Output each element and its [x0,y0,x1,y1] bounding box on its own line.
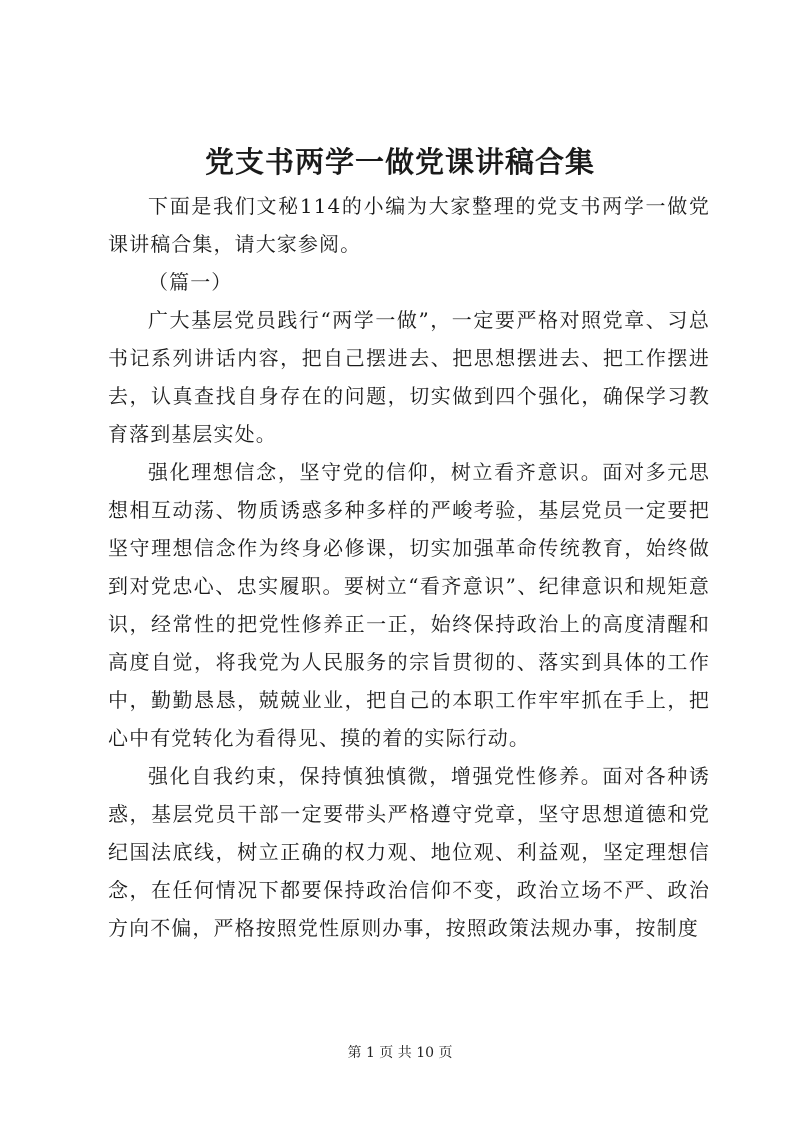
body-paragraph: 强化自我约束，保持慎独慎微，增强党性修养。面对各种诱惑，基层党员干部一定要带头严格遵守党章，坚守思想道德和党纪国法底线，树立正确的权力观、地位观、利益观，坚定理想信念，在任何情况下都要保持政治信仰不变，政治立场不严、政治方向不偏，严格按照党性原则办事，按照政策法规办事，按制度 [108,764,710,940]
body-paragraph: 强化理想信念，坚守党的信仰，树立看齐意识。面对多元思想相互动荡、物质诱惑多种多样的严峻考验，基层党员一定要把坚守理想信念作为终身必修课，切实加强革命传统教育，始终做到对党忠心、忠实履职。要树立“看齐意识”、纪律意识和规矩意识，经常性的把党性修养正一正，始终保持政治上的高度清醒和高度自觉，将我党为人民服务的宗旨贯彻的、落实到具体的工作中，勤勤恳恳，兢兢业业，把自己的本职工作牢牢抓在手上，把心中有党转化为看得见、摸的着的实际行动。 [108,460,710,750]
intro-paragraph: 下面是我们文秘114的小编为大家整理的党支书两学一做党课讲稿合集，请大家参阅。 [108,194,710,256]
chapter-heading: （篇一） [148,270,233,294]
document-title: 党支书两学一做党课讲稿合集 [204,145,595,179]
body-paragraph: 广大基层党员践行“两学一做”，一定要严格对照党章、习总书记系列讲话内容，把自己摆进去、把思想摆进去、把工作摆进去，认真查找自身存在的问题，切实做到四个强化，确保学习教育落到基层实处。 [108,308,710,446]
document-body [108,187,710,947]
page-number-footer: 第 1 页 共 10 页 [347,1045,453,1061]
